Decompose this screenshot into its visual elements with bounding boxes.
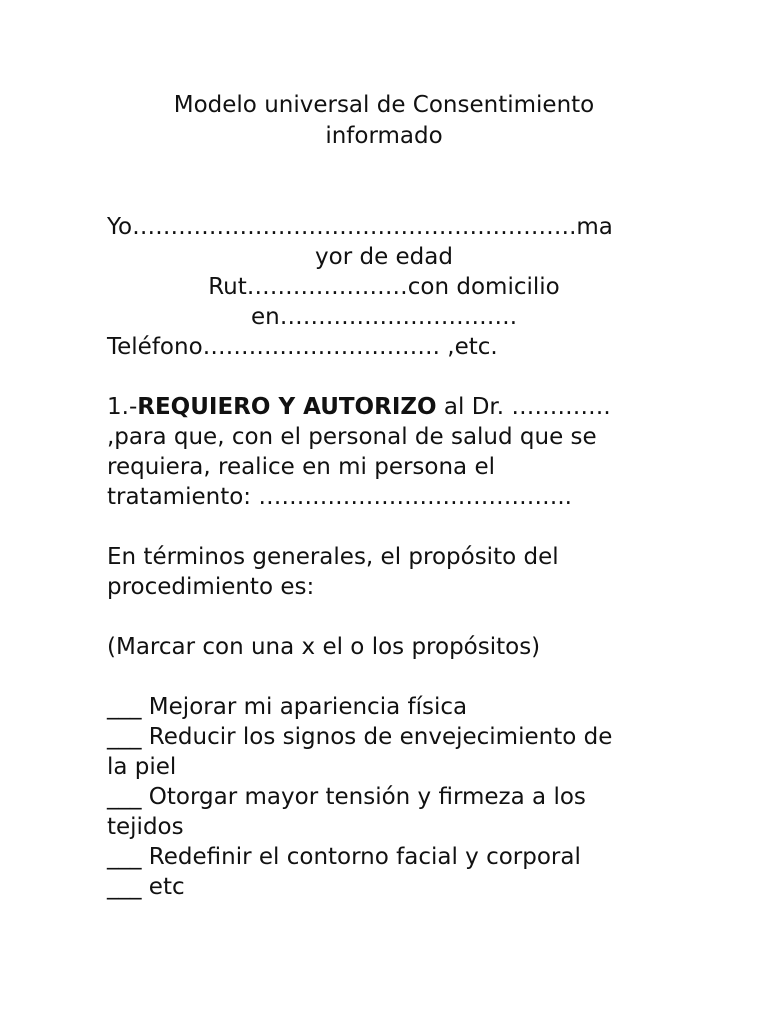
document-title bbox=[107, 90, 661, 152]
purpose-line-2: procedimiento es: bbox=[107, 574, 315, 600]
section1-bold-heading: REQUIERO Y AUTORIZO bbox=[137, 394, 437, 420]
telefono-line: Teléfono…………………………. ,etc. bbox=[107, 334, 498, 360]
section1-line-4: tratamiento: ………………………………….. bbox=[107, 484, 572, 510]
section1-prefix: 1.- bbox=[107, 394, 138, 420]
section1-line-3: requiera, realice en mi persona el bbox=[107, 454, 496, 480]
option-etc: ___ etc bbox=[107, 874, 185, 900]
option-tension-firmeza-cont: tejidos bbox=[107, 814, 184, 840]
purpose-line-1: En términos generales, el propósito del bbox=[107, 544, 559, 570]
spacer bbox=[107, 362, 661, 392]
section1-line1-rest: al Dr. …………. bbox=[436, 394, 611, 420]
option-mejorar-apariencia: ___ Mejorar mi apariencia física bbox=[107, 694, 468, 720]
option-redefinir-contorno: ___ Redefinir el contorno facial y corporal bbox=[107, 844, 581, 870]
document-body bbox=[107, 212, 661, 902]
spacer bbox=[107, 512, 661, 542]
purpose-instruction: (Marcar con una x el o los propósitos) bbox=[107, 634, 541, 660]
section1-line-1 bbox=[107, 392, 661, 422]
option-reducir-envejecimiento-cont: la piel bbox=[107, 754, 177, 780]
option-tension-firmeza: ___ Otorgar mayor tensión y firmeza a los bbox=[107, 784, 586, 810]
spacer bbox=[107, 662, 661, 692]
yo-line: Yo………………………………………………….ma bbox=[107, 214, 613, 240]
spacer bbox=[107, 602, 661, 632]
option-reducir-envejecimiento: ___ Reducir los signos de envejecimiento de bbox=[107, 724, 613, 750]
section1-line-2: ,para que, con el personal de salud que se bbox=[107, 424, 597, 450]
rut-line: Rut…………………con domicilio bbox=[208, 274, 560, 300]
title-line-1: Modelo universal de Consentimiento bbox=[173, 92, 595, 118]
domicilio-line: en…………………………. bbox=[250, 304, 518, 330]
title-line-2: informado bbox=[325, 123, 443, 149]
yo-continuation: yor de edad bbox=[315, 244, 453, 270]
